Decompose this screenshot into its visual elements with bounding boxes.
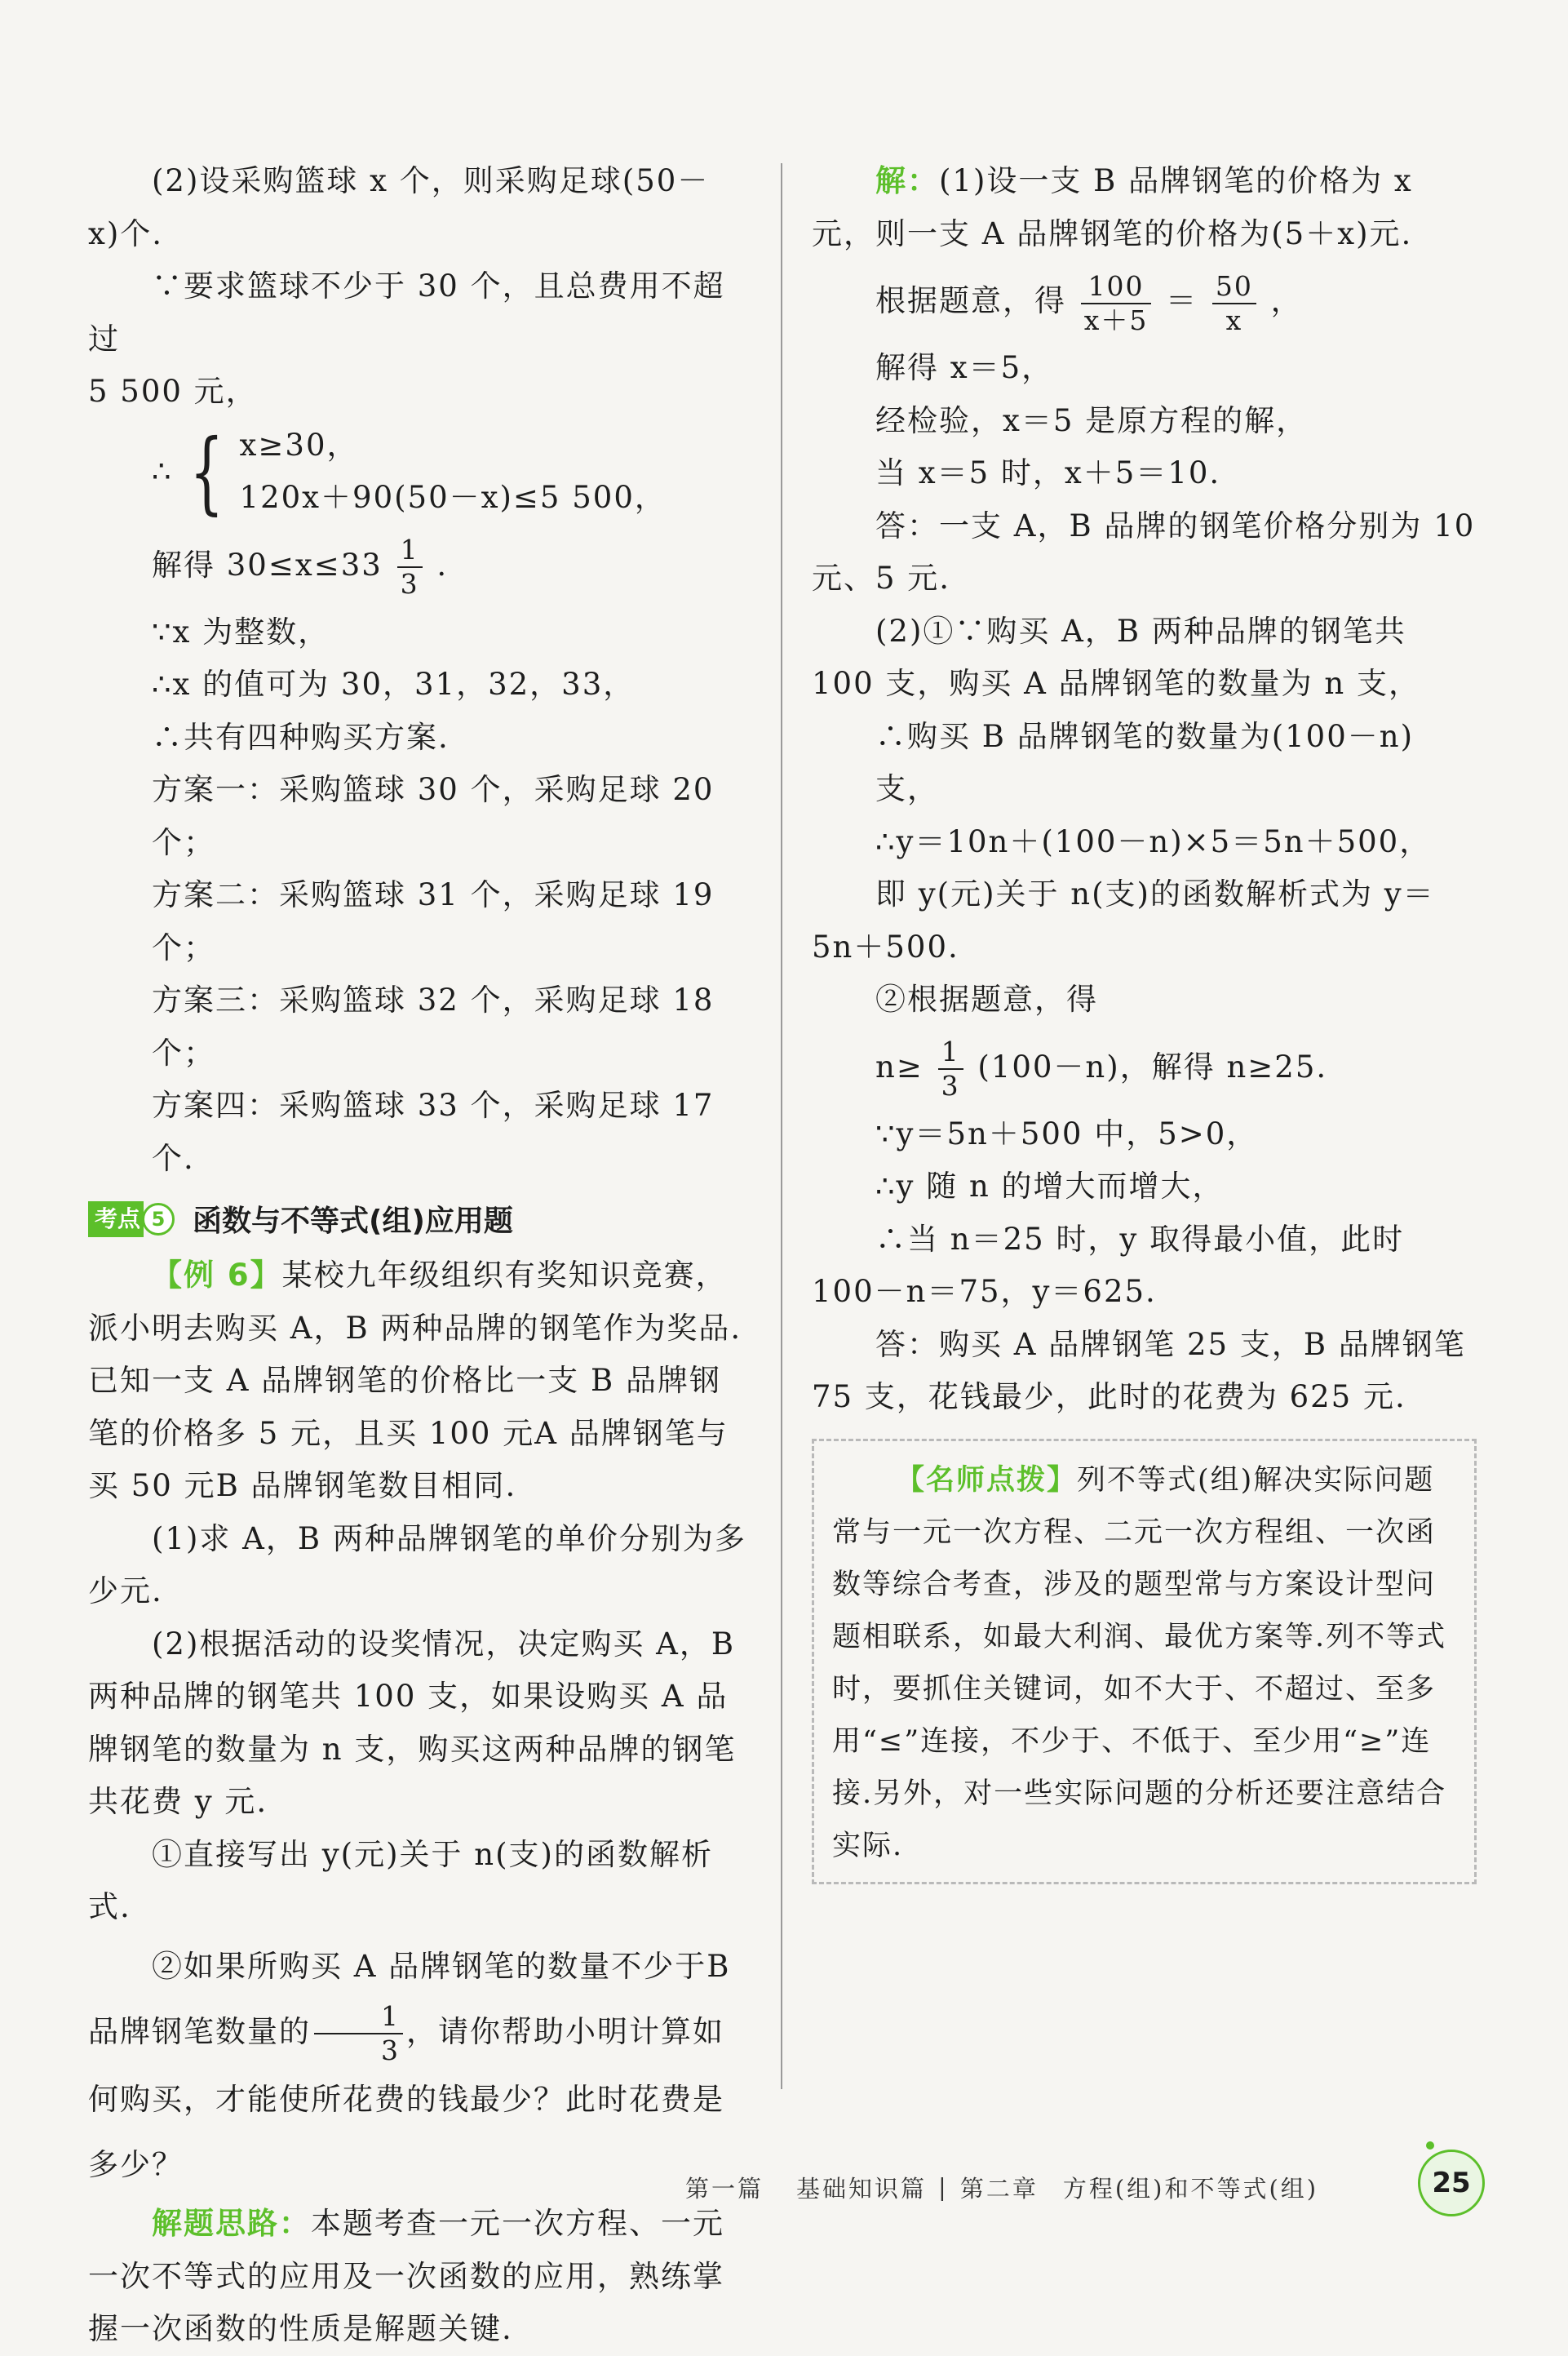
solution-text: (1)设一支 B 品牌钢笔的价格为 x 元，则一支 A 品牌钢笔的价格为(5＋x)元. (812, 163, 1413, 251)
text-line: x)个. (88, 215, 164, 251)
part-2: (2)①∵购买 A，B 两种品牌的钢笔共 100 支，购买 A 品牌钢笔的数量为 n 支， (812, 613, 1420, 701)
text-line: (2)设采购篮球 x 个，则采购足球(50－ (152, 163, 710, 198)
text-line: ∵x 为整数， (152, 614, 330, 650)
teacher-tip-label: 【名师点拨】 (896, 1463, 1078, 1497)
teacher-tip-text: 列不等式(组)解决实际问题常与一元一次方程、二元一次方程组、一次函数等综合考查，涉及的题型常与方案设计型问题相联系，如最大利润、最优方案等.列不等式时，要抓住关键词，如不大于、不超过、至多用“≤”连接，不少于、不低于、至少用“≥”连接.另外，对一些实际问题的分析还要注意结合实际. (832, 1463, 1447, 1862)
answer-1: 答：一支 A，B 品牌的钢笔价格分别为 10 元、5 元. (812, 508, 1476, 596)
answer-2: 答：购买 A 品牌钢笔 25 支，B 品牌钢笔 75 支，花钱最少，此时的花费为 625 元. (812, 1326, 1466, 1414)
equation (812, 260, 1477, 342)
footer-chapter: 第二章 (959, 2174, 1039, 2203)
plan-line: 方案一：采购篮球 30 个，采购足球 20 个； (152, 772, 715, 860)
text-line: 5 500 元， (88, 374, 258, 409)
example-text: 某校九年级组织有奖知识竞赛，派小明去购买 A，B 两种品牌的钢笔作为奖品.已知一支 A 品牌钢笔的价格比一支 B 品牌钢笔的价格多 5 元，且买 100 元A 品牌钢笔与买 50 元B 品牌钢笔数目相同. (88, 1258, 742, 1503)
inequality-prefix: n≥ (875, 1049, 924, 1085)
page-footer (685, 2163, 1468, 2212)
brace-icon: { (188, 419, 225, 524)
kaodian-title: 函数与不等式(组)应用题 (193, 1205, 513, 1238)
fraction-denominator: 3 (381, 2034, 400, 2066)
solution-label: 解： (875, 163, 939, 198)
fraction (1081, 270, 1152, 337)
fraction-numerator: 1 (938, 1036, 963, 1070)
text-line: ∵y＝5n＋500 中，5>0， (875, 1116, 1259, 1151)
fraction-denominator: 3 (400, 568, 419, 600)
therefore-symbol: ∴ (152, 454, 173, 489)
text-line: ∴共有四种购买方案. (152, 719, 450, 755)
plan-line: 方案四：采购篮球 33 个，采购足球 17 个. (152, 1088, 715, 1176)
text-line: ∴x 的值可为 30，31，32，33， (152, 667, 636, 702)
solution-prefix: 解得 30≤x≤33 (152, 547, 383, 583)
text-line: ∴购买 B 品牌钢笔的数量为(100－n)支， (875, 718, 1415, 806)
thinking-text: 本题考查一元一次方程、一元一次不等式的应用及一次函数的应用，熟练掌握一次函数的性质是解题关键. (88, 2206, 724, 2346)
text-line: 解得 x＝5， (875, 350, 1054, 385)
fraction (938, 1036, 963, 1103)
footer-separator: | (938, 2173, 949, 2201)
system-line: 120x＋90(50－x)≤5 500， (239, 479, 667, 515)
example-label: 【例 6】 (152, 1258, 282, 1293)
question-2b-suffix: ，请你帮助小明计算如何购买，才能使所花费的钱最少？此时花费是多少？ (88, 2013, 724, 2182)
teacher-tip (832, 1454, 1459, 1872)
kaodian-tag: 考点 (88, 1201, 144, 1237)
question-2a: ①直接写出 y(元)关于 n(支)的函数解析式. (88, 1836, 713, 1924)
kaodian-number: 5 (142, 1203, 175, 1236)
inequality-suffix: (100－n)，解得 n≥25. (977, 1049, 1328, 1085)
text-line: 当 x＝5 时，x＋5＝10. (875, 455, 1221, 490)
text-line: ②根据题意，得 (875, 982, 1098, 1017)
equation-prefix: 根据题意，得 (875, 283, 1066, 318)
question-2b (88, 1934, 749, 2198)
min-value-line: ∴当 n＝25 时，y 取得最小值，此时 100－n＝75，y＝625. (812, 1221, 1405, 1309)
function-line: 即 y(元)关于 n(支)的函数解析式为 y＝5n＋500. (812, 876, 1435, 965)
teacher-tip-box (812, 1439, 1477, 1884)
solution-suffix: . (436, 547, 449, 583)
inequality (812, 1027, 1477, 1108)
fraction-denominator: x (1225, 304, 1243, 336)
system-line: x≥30， (239, 427, 359, 463)
thinking-paragraph (88, 2198, 749, 2356)
fraction (1212, 270, 1256, 337)
equation-suffix: ， (1270, 283, 1303, 318)
footer-part: 第一篇 (685, 2174, 764, 2203)
question-2b-prefix: ②如果所购买 A 品牌钢笔的数量不少于B 品牌钢笔数量的 (88, 1948, 731, 2049)
question-2: (2)根据活动的设奖情况，决定购买 A，B 两种品牌的钢笔共 100 支，如果设购买 A 品牌钢笔的数量为 n 支，购买这两种品牌的钢笔共花费 y 元. (88, 1626, 737, 1819)
fraction-numerator: 1 (397, 534, 423, 568)
fraction (397, 534, 423, 601)
text-line: ∴y 随 n 的增大而增大， (875, 1169, 1225, 1204)
text-line: ∴y＝10n＋(100－n)×5＝5n＋500， (875, 823, 1432, 859)
footer-section: 基础知识篇 (796, 2174, 928, 2203)
text-line: ∵要求篮球不少于 30 个，且总费用不超过 (88, 268, 725, 357)
fraction-numerator: 100 (1081, 270, 1152, 304)
equals-sign: ＝ (1166, 283, 1198, 318)
fraction-numerator: 50 (1212, 270, 1256, 304)
page-number: 25 (1418, 2150, 1485, 2216)
thinking-label: 解题思路： (152, 2206, 311, 2241)
fraction (314, 2000, 403, 2067)
question-1: (1)求 A，B 两种品牌钢笔的单价分别为多少元. (88, 1520, 746, 1608)
plan-line: 方案二：采购篮球 31 个，采购足球 19 个； (152, 877, 715, 965)
system-lines (240, 419, 667, 524)
solution-paragraph (812, 155, 1477, 260)
left-column (88, 155, 749, 2356)
fraction-denominator: 3 (941, 1070, 960, 1102)
fraction-numerator: 1 (314, 2000, 403, 2034)
column-divider (781, 163, 782, 2089)
solution-range (88, 525, 749, 606)
decorative-dot (1426, 2141, 1434, 2150)
kaodian-heading (88, 1198, 749, 1240)
right-column (812, 155, 1477, 1884)
footer-chapter-title: 方程(组)和不等式(组) (1062, 2174, 1319, 2203)
fraction-denominator: x＋5 (1083, 304, 1149, 336)
inequality-system (88, 419, 749, 525)
plan-line: 方案三：采购篮球 32 个，采购足球 18 个； (152, 983, 715, 1071)
example-paragraph (88, 1249, 749, 1513)
text-line: 经检验，x＝5 是原方程的解， (875, 402, 1309, 438)
